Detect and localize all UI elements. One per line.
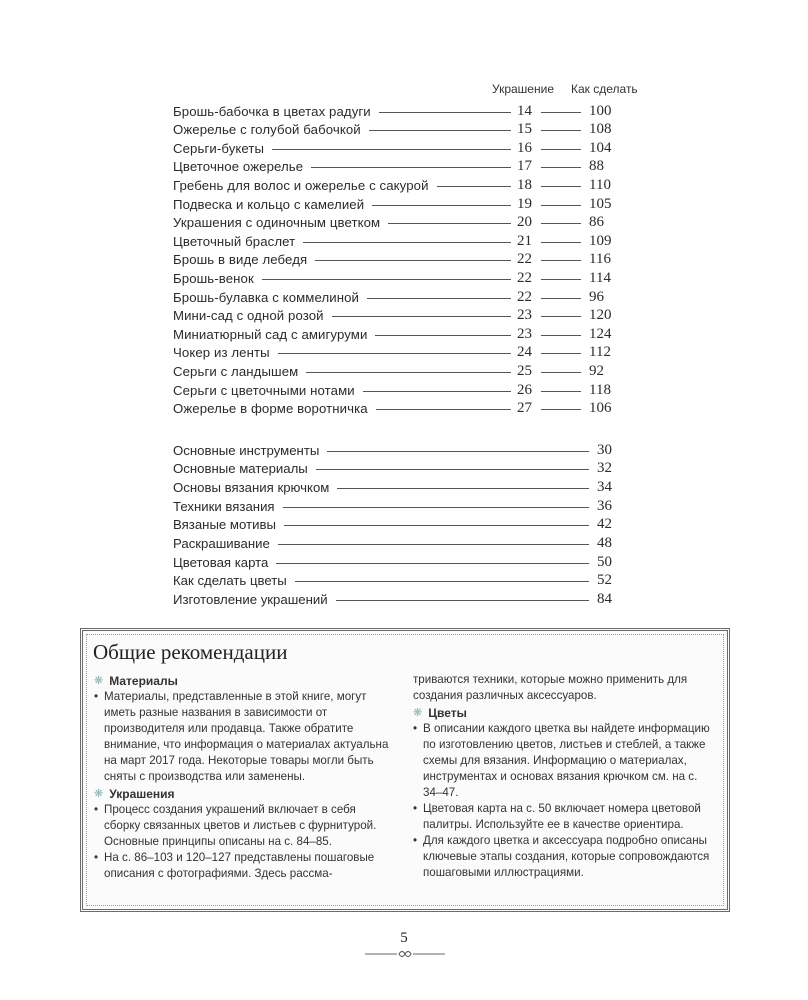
leader-line bbox=[306, 372, 511, 373]
toc-basics-row bbox=[173, 591, 623, 609]
toc-basics-row bbox=[173, 497, 623, 515]
toc-title: Украшения с одиночным цветком bbox=[173, 215, 381, 231]
box-column-right bbox=[413, 672, 713, 881]
toc-title: Ожерелье в форме воротничка bbox=[173, 401, 368, 417]
leader-line bbox=[541, 242, 581, 243]
flowers-note-1: • В описании каждого цветка вы найдете информацию по изготовлению цветов, листьев и стеблей, а также схемы для вязания. Информацию о материалах, инструментах и основах вязания крючком см. на с. 34–47. bbox=[413, 722, 710, 799]
leader-line bbox=[332, 316, 511, 317]
toc-page-ukrashenie: 26 bbox=[517, 381, 532, 398]
leader-line bbox=[388, 223, 511, 224]
toc-page-kak-sdelat: 96 bbox=[589, 288, 604, 305]
toc-basics-row bbox=[173, 553, 623, 571]
toc-page: 36 bbox=[597, 497, 612, 514]
leader-line bbox=[372, 205, 511, 206]
materials-note: • Материалы, представленные в этой книге, могут иметь разные названия в зависимости от производителя или продавца. Также обратите внимание, что информация о материалах актуальна на март 2017 года. Некоторые товары могли быть сняты с производства или заменены. bbox=[94, 690, 389, 783]
toc-title: Брошь в виде лебедя bbox=[173, 252, 308, 268]
toc-page: 34 bbox=[597, 478, 612, 495]
leader-line bbox=[315, 260, 511, 261]
leader-line bbox=[295, 581, 589, 582]
toc-row bbox=[173, 176, 621, 194]
toc-title: Техники вязания bbox=[173, 498, 275, 514]
leader-line bbox=[278, 353, 511, 354]
toc-page-ukrashenie: 23 bbox=[517, 325, 532, 342]
toc-page-ukrashenie: 15 bbox=[517, 121, 532, 138]
toc-row bbox=[173, 269, 621, 287]
toc-page-ukrashenie: 14 bbox=[517, 102, 532, 119]
toc-basics-row bbox=[173, 535, 623, 553]
leader-line bbox=[541, 372, 581, 373]
leader-line bbox=[541, 149, 581, 150]
toc-title: Серьги с ландышем bbox=[173, 363, 299, 379]
toc-page-ukrashenie: 17 bbox=[517, 158, 532, 175]
leader-line bbox=[541, 260, 581, 261]
toc-title: Вязаные мотивы bbox=[173, 517, 276, 533]
column-header-ukrashenie: Украшение bbox=[492, 82, 554, 96]
flower-icon: ❋ bbox=[94, 788, 104, 800]
box-column-left bbox=[94, 672, 394, 882]
leader-line bbox=[272, 149, 511, 150]
toc-title: Цветочное ожерелье bbox=[173, 159, 304, 175]
toc-row bbox=[173, 362, 621, 380]
toc-page-kak-sdelat: 88 bbox=[589, 158, 604, 175]
toc-page-kak-sdelat: 108 bbox=[589, 121, 612, 138]
leader-line bbox=[284, 525, 589, 526]
toc-row bbox=[173, 251, 621, 269]
toc-row bbox=[173, 307, 621, 325]
section-decor-heading: ❋ Украшения bbox=[94, 787, 175, 801]
toc-row bbox=[173, 139, 621, 157]
toc-page-ukrashenie: 20 bbox=[517, 214, 532, 231]
toc-row bbox=[173, 288, 621, 306]
toc-page-ukrashenie: 16 bbox=[517, 139, 532, 156]
page-number: 5 bbox=[400, 930, 408, 946]
toc-page-ukrashenie: 22 bbox=[517, 288, 532, 305]
toc-title: Мини-сад с одной розой bbox=[173, 308, 324, 324]
leader-line bbox=[541, 316, 581, 317]
leader-line bbox=[541, 223, 581, 224]
toc-page: 84 bbox=[597, 591, 612, 608]
toc-row bbox=[173, 121, 621, 139]
leader-line bbox=[375, 335, 511, 336]
leader-line bbox=[379, 112, 511, 113]
leader-line bbox=[541, 167, 581, 168]
toc-page-kak-sdelat: 116 bbox=[589, 251, 611, 268]
leader-line bbox=[303, 242, 511, 243]
leader-line bbox=[367, 298, 511, 299]
toc-title: Основные инструменты bbox=[173, 442, 320, 458]
toc-page-ukrashenie: 23 bbox=[517, 307, 532, 324]
ornament-divider-icon bbox=[365, 948, 445, 960]
toc-page-kak-sdelat: 104 bbox=[589, 139, 612, 156]
leader-line bbox=[541, 335, 581, 336]
toc-page-kak-sdelat: 110 bbox=[589, 176, 611, 193]
toc-page-kak-sdelat: 114 bbox=[589, 269, 611, 286]
flower-icon: ❋ bbox=[94, 675, 104, 687]
toc-row bbox=[173, 214, 621, 232]
toc-page-kak-sdelat: 105 bbox=[589, 195, 612, 212]
leader-line bbox=[541, 391, 581, 392]
toc-title: Подвеска и кольцо с камелией bbox=[173, 196, 365, 212]
leader-line bbox=[337, 488, 589, 489]
section-materials-heading: ❋ Материалы bbox=[94, 674, 178, 688]
toc-page-kak-sdelat: 106 bbox=[589, 400, 612, 417]
toc-page: 50 bbox=[597, 553, 612, 570]
toc-title: Чокер из ленты bbox=[173, 345, 270, 361]
leader-line bbox=[262, 279, 511, 280]
toc-title: Изготовление украшений bbox=[173, 592, 328, 608]
toc-title: Брошь-венок bbox=[173, 270, 254, 286]
toc-page-kak-sdelat: 109 bbox=[589, 232, 612, 249]
toc-row bbox=[173, 232, 621, 250]
toc-title: Брошь-бабочка в цветах радуги bbox=[173, 103, 371, 119]
toc-page-kak-sdelat: 120 bbox=[589, 307, 612, 324]
toc-title: Как сделать цветы bbox=[173, 573, 287, 589]
toc-title: Основные материалы bbox=[173, 461, 308, 477]
box-title: Общие рекомендации bbox=[93, 640, 288, 664]
toc-row bbox=[173, 344, 621, 362]
leader-line bbox=[311, 167, 511, 168]
toc-title: Цветовая карта bbox=[173, 554, 269, 570]
decor-note-2-continued: триваются техники, которые можно применить для создания различных аксессуаров. bbox=[413, 673, 688, 702]
toc-page-ukrashenie: 27 bbox=[517, 400, 532, 417]
toc-basics-row bbox=[173, 572, 623, 590]
toc-title: Цветочный браслет bbox=[173, 233, 296, 249]
leader-line bbox=[541, 186, 581, 187]
toc-page-kak-sdelat: 124 bbox=[589, 325, 612, 342]
toc-basics-row bbox=[173, 441, 623, 459]
leader-line bbox=[278, 544, 589, 545]
toc-row bbox=[173, 381, 621, 399]
leader-line bbox=[327, 451, 589, 452]
flowers-note-2: • Цветовая карта на с. 50 включает номера цветовой палитры. Используйте ее в качестве ориентира. bbox=[413, 802, 701, 831]
leader-line bbox=[437, 186, 511, 187]
toc-page-ukrashenie: 18 bbox=[517, 176, 532, 193]
toc-page-ukrashenie: 22 bbox=[517, 269, 532, 286]
toc-title: Серьги с цветочными нотами bbox=[173, 382, 355, 398]
toc-basics-row bbox=[173, 516, 623, 534]
toc-title: Основы вязания крючком bbox=[173, 479, 330, 495]
leader-line bbox=[541, 298, 581, 299]
toc-row bbox=[173, 325, 621, 343]
leader-line bbox=[376, 409, 511, 410]
toc-title: Ожерелье с голубой бабочкой bbox=[173, 122, 361, 138]
toc-title: Миниатюрный сад с амигуруми bbox=[173, 326, 368, 342]
leader-line bbox=[541, 353, 581, 354]
leader-line bbox=[541, 112, 581, 113]
leader-line bbox=[541, 130, 581, 131]
leader-line bbox=[369, 130, 511, 131]
toc-page: 30 bbox=[597, 441, 612, 458]
toc-page: 32 bbox=[597, 460, 612, 477]
toc-page-kak-sdelat: 86 bbox=[589, 214, 604, 231]
leader-line bbox=[276, 563, 589, 564]
toc-page-ukrashenie: 24 bbox=[517, 344, 532, 361]
section-flowers-heading: ❋ Цветы bbox=[413, 706, 467, 720]
toc-page: 52 bbox=[597, 572, 612, 589]
toc-page-kak-sdelat: 100 bbox=[589, 102, 612, 119]
leader-line bbox=[336, 600, 589, 601]
toc-row bbox=[173, 102, 621, 120]
decor-note-2: • На с. 86–103 и 120–127 представлены пошаговые описания с фотографиями. Здесь рассма- bbox=[94, 851, 375, 880]
toc-page-ukrashenie: 22 bbox=[517, 251, 532, 268]
toc-title: Серьги-букеты bbox=[173, 140, 265, 156]
flower-icon: ❋ bbox=[413, 707, 423, 719]
decor-note-1: • Процесс создания украшений включает в себя сборку связанных цветов и листьев с фурнитурой. Основные принципы описаны на с. 84–85. bbox=[94, 803, 377, 848]
toc-title: Гребень для волос и ожерелье с сакурой bbox=[173, 177, 429, 193]
toc-page: 48 bbox=[597, 535, 612, 551]
toc-row bbox=[173, 195, 621, 213]
toc-title: Раскрашивание bbox=[173, 536, 270, 551]
leader-line bbox=[541, 279, 581, 280]
leader-line bbox=[363, 391, 511, 392]
leader-line bbox=[541, 409, 581, 410]
leader-line bbox=[541, 205, 581, 206]
toc-page-ukrashenie: 21 bbox=[517, 232, 532, 249]
toc-row bbox=[173, 400, 621, 418]
toc-page-ukrashenie: 19 bbox=[517, 195, 532, 212]
flowers-note-3: • Для каждого цветка и аксессуара подробно описаны ключевые этапы создания, которые сопровождаются пошаговыми иллюстрациями. bbox=[413, 834, 710, 879]
leader-line bbox=[316, 469, 589, 470]
toc-page-kak-sdelat: 118 bbox=[589, 381, 611, 398]
leader-line bbox=[283, 507, 589, 508]
toc-page-kak-sdelat: 112 bbox=[589, 344, 611, 361]
toc-title: Брошь-булавка с коммелиной bbox=[173, 289, 360, 305]
toc-page-ukrashenie: 25 bbox=[517, 362, 532, 379]
toc-basics-row bbox=[173, 460, 623, 478]
toc-page-kak-sdelat: 92 bbox=[589, 362, 604, 379]
toc-basics-row bbox=[173, 478, 623, 496]
toc-row bbox=[173, 158, 621, 176]
column-header-kak-sdelat: Как сделать bbox=[571, 82, 638, 96]
toc-page: 42 bbox=[597, 516, 612, 533]
